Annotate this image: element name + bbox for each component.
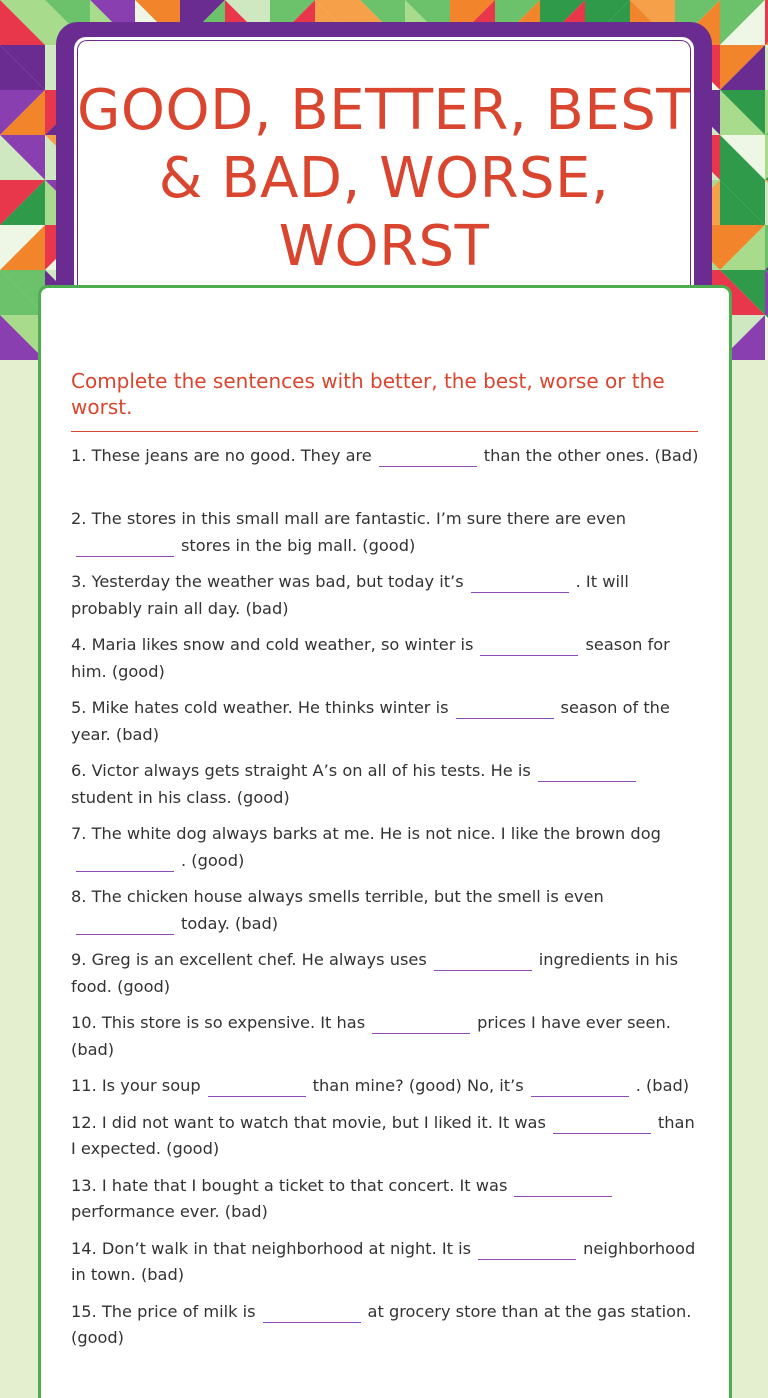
question-text-before: 8. The chicken house always smells terrible, but the smell is even [71,887,604,906]
question-15 [71,1299,701,1352]
answer-blank[interactable] [478,1241,576,1260]
worksheet-content [38,285,732,1398]
answer-blank[interactable] [538,763,636,782]
title-line-1: GOOD, BETTER, BEST [77,78,691,143]
question-text-before: 11. Is your soup [71,1076,201,1095]
answer-blank[interactable] [379,448,477,467]
question-text-after: at grocery store than at the gas station. (good) [71,1301,692,1347]
question-text-before: 4. Maria likes snow and cold weather, so winter is [71,635,474,654]
question-text-before: 2. The stores in this small mall are fantastic. I’m sure there are even [71,509,626,528]
question-list [71,443,701,1362]
question-text-after: . (bad) [635,1076,690,1095]
question-text-before: 6. Victor always gets straight A’s on all of his tests. He is [71,761,531,780]
answer-blank[interactable] [263,1304,361,1323]
question-text-after: . (good) [181,850,245,870]
question-6 [71,758,701,811]
title-line-3: WORST [278,214,490,279]
page-title [74,77,694,281]
title-card [56,22,712,322]
question-2 [71,506,701,559]
answer-blank[interactable] [531,1078,629,1097]
answer-blank[interactable] [76,916,174,935]
question-7 [71,821,701,874]
question-9 [71,947,701,1000]
answer-blank[interactable] [208,1078,306,1097]
answer-blank[interactable] [434,952,532,971]
question-text-after: season for him. (good) [71,635,670,681]
question-text-before: 10. This store is so expensive. It has [71,1013,366,1032]
question-text-before: 7. The white dog always barks at me. He is not nice. I like the brown dog [71,824,661,843]
question-text-before: 3. Yesterday the weather was bad, but today it’s [71,572,464,591]
question-text-before: 13. I hate that I bought a ticket to that concert. It was [71,1175,508,1195]
question-text-middle: than mine? (good) No, it’s [312,1076,524,1095]
answer-blank[interactable] [76,853,174,872]
question-4 [71,632,701,685]
answer-blank[interactable] [456,700,554,719]
question-text-before: 15. The price of milk is [71,1301,256,1321]
question-text-after: . It will probably rain all day. (bad) [71,572,629,618]
answer-blank[interactable] [372,1015,470,1034]
question-3 [71,569,701,622]
question-13 [71,1173,701,1226]
question-text-after: today. (bad) [181,913,279,933]
question-text-after: season of the year. (bad) [71,698,670,744]
question-text-before: 12. I did not want to watch that movie, but I liked it. It was [71,1112,546,1132]
question-10 [71,1010,701,1063]
question-text-after: than the other ones. (Bad) [483,446,699,465]
answer-blank[interactable] [471,574,569,593]
question-8 [71,884,701,937]
answer-blank[interactable] [76,538,174,557]
question-5 [71,695,701,748]
question-text-after: student in his class. (good) [71,787,290,807]
question-text-after: ingredients in his food. (good) [71,950,679,996]
question-14 [71,1236,701,1289]
answer-blank[interactable] [514,1178,612,1197]
title-inner-panel [74,37,694,322]
question-text-after: stores in the big mall. (good) [181,535,416,555]
question-text-before: 9. Greg is an excellent chef. He always uses [71,950,427,969]
question-1 [71,443,701,496]
answer-blank[interactable] [553,1115,651,1134]
question-text-before: 1. These jeans are no good. They are [71,446,372,465]
question-text-after: neighborhood in town. (bad) [71,1238,696,1284]
question-text-before: 14. Don’t walk in that neighborhood at night. It is [71,1238,472,1258]
question-text-before: 5. Mike hates cold weather. He thinks winter is [71,698,449,717]
question-text-after: prices I have ever seen. (bad) [71,1013,671,1059]
question-text-after: performance ever. (bad) [71,1202,268,1221]
heading-divider [71,431,698,432]
answer-blank[interactable] [480,637,578,656]
question-12 [71,1110,701,1163]
title-line-2: & BAD, WORSE, [158,146,610,211]
instruction-heading: Complete the sentences with better, the best, worse or the worst. [71,369,665,419]
question-text-after: than I expected. (good) [71,1112,695,1158]
question-11 [71,1073,701,1100]
